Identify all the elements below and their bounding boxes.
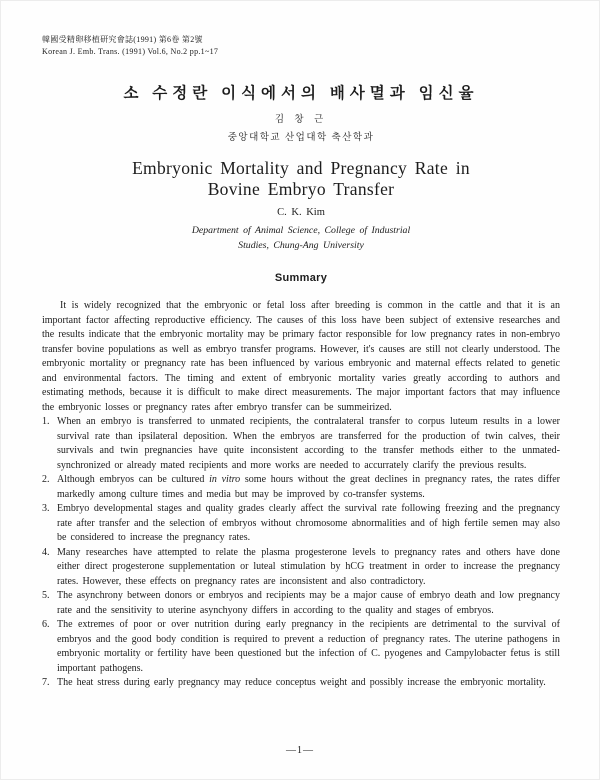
summary-list-item [42, 676, 560, 691]
korean-author: 김 창 근 [274, 115, 328, 125]
author-affiliation [42, 224, 560, 253]
list-item-text [57, 547, 560, 587]
summary-list-item [42, 618, 560, 676]
text-segment: The extremes of poor or over nutrition during early pregnancy in the recipients are detrimental to the survival of embryos and the good body condition is required to prevent a reduction of pregnancy rates. The uterine pathogens in embryonic mortality or fertility have been questioned but the infection of C. pyogenes and Campylobacter fetus is still important pathogens. [57, 619, 560, 674]
summary-list-item [42, 415, 560, 473]
list-item-text [57, 590, 560, 616]
summary-paragraph: It is widely recognized that the embryonic or fetal loss after breeding is common in the cattle and that it is an important factor affecting reproductive efficiency. The causes of this loss have been subject of extensive researches and the results indicate that the embryonic mortality may be primary factor responsible for low pregnancy rates in non-embryo transfer bovine populations as well as embryo transfer programs. However, it's causes are still not clearly understood. The embryonic mortality or pregnancy rate has been influenced by various embryonic and maternal effects related to genetic and environmental factors. The timing and extent of embryonic mortality varies greatly according to authors and estimating methods, because it is difficult to make direct measurements. The major important factors that may influence the embryonic losses or pregnancy rates after embryo transfer can be summeirized. [42, 300, 560, 413]
summary-list-item [42, 546, 560, 590]
text-segment: The heat stress during early pregnancy may reduce conceptus weight and possibly increase the embryonic mortality. [57, 677, 546, 688]
italic-term: in vitro [209, 474, 241, 485]
summary-list-item [42, 502, 560, 546]
list-item-text [57, 474, 560, 500]
list-item-text [57, 619, 560, 674]
list-item-text [57, 677, 546, 688]
text-segment: When an embryo is transferred to unmated recipients, the contralateral transfer to corpus luteum results in a lower survival rate than ipsilateral deposition. When the embryos are transferred for the production of twin calves, their survivals and twin pregnancies have quite inconsistent according to the transfer methods either to the unmated-synchronized or already mated recipients and more works are needed to accurrately clarify the previous results. [57, 416, 560, 471]
english-title [42, 158, 560, 200]
text-segment: Many researches have attempted to relate the plasma progesterone levels to pregnancy rates and others have done either direct progesterone supplementation or luteal stimulation by hCG treatment in order to increase the pregnancy rates. However, these effects on pregnancy rates are inconsistent and also contradictory. [57, 546, 560, 587]
english-title-line1: Embryonic Mortality and Pregnancy Rate in [132, 158, 470, 178]
journal-header [42, 34, 560, 57]
korean-affiliation: 중앙대학교 산업대학 축산학과 [227, 133, 375, 143]
journal-title-korean: 韓國受精卵移植研究會誌(1991) 第6卷 第2號 [42, 35, 203, 44]
summary-list-item [42, 473, 560, 502]
english-title-line2: Bovine Embryo Transfer [207, 179, 395, 199]
list-item-number: 5. [42, 590, 50, 601]
list-item-number: 4. [42, 546, 50, 558]
list-item-number: 3. [42, 503, 50, 514]
list-item-number: 1. [42, 416, 50, 427]
author-name: C. K. Kim [277, 207, 325, 218]
affiliation-line2: Studies, Chung-Ang University [238, 239, 364, 251]
text-segment: Embryo developmental stages and quality grades clearly affect the survival rate following freezing and the pregnancy rate after transfer and the selection of embryos without chromosome abnormalities and of high fertile semen may also be considered to increase the pregnancy rates. [57, 503, 560, 543]
summary-heading: Summary [274, 272, 328, 284]
list-item-number: 7. [42, 677, 50, 688]
list-item-number: 6. [42, 619, 50, 630]
affiliation-line1: Department of Animal Science, College of Industrial [191, 225, 411, 236]
text-segment: some hours without the great declines in pregnancy rates, the rates differ markedly among culture times and media but may be improved by co-transfer systems. [57, 474, 560, 500]
summary-list-item [42, 589, 560, 618]
summary-list [42, 415, 560, 691]
list-item-number: 2. [42, 474, 50, 485]
journal-citation: Korean J. Emb. Trans. (1991) Vol.6, No.2 pp.1~17 [42, 46, 219, 56]
korean-title: 소 수정란 이식에서의 배사멸과 임신율 [123, 85, 479, 102]
list-item-text [57, 416, 560, 471]
list-item-text [57, 503, 560, 543]
page-number: —1— [286, 745, 314, 756]
text-segment: Although embryos can be cultured [57, 474, 210, 485]
text-segment: The asynchrony between donors or embryos and recipients may be a major cause of embryo death and low pregnancy rate and the sensitivity to uterine asynchyony differs in according to the quality and stages of embryos. [57, 590, 560, 616]
summary-body [42, 299, 560, 691]
